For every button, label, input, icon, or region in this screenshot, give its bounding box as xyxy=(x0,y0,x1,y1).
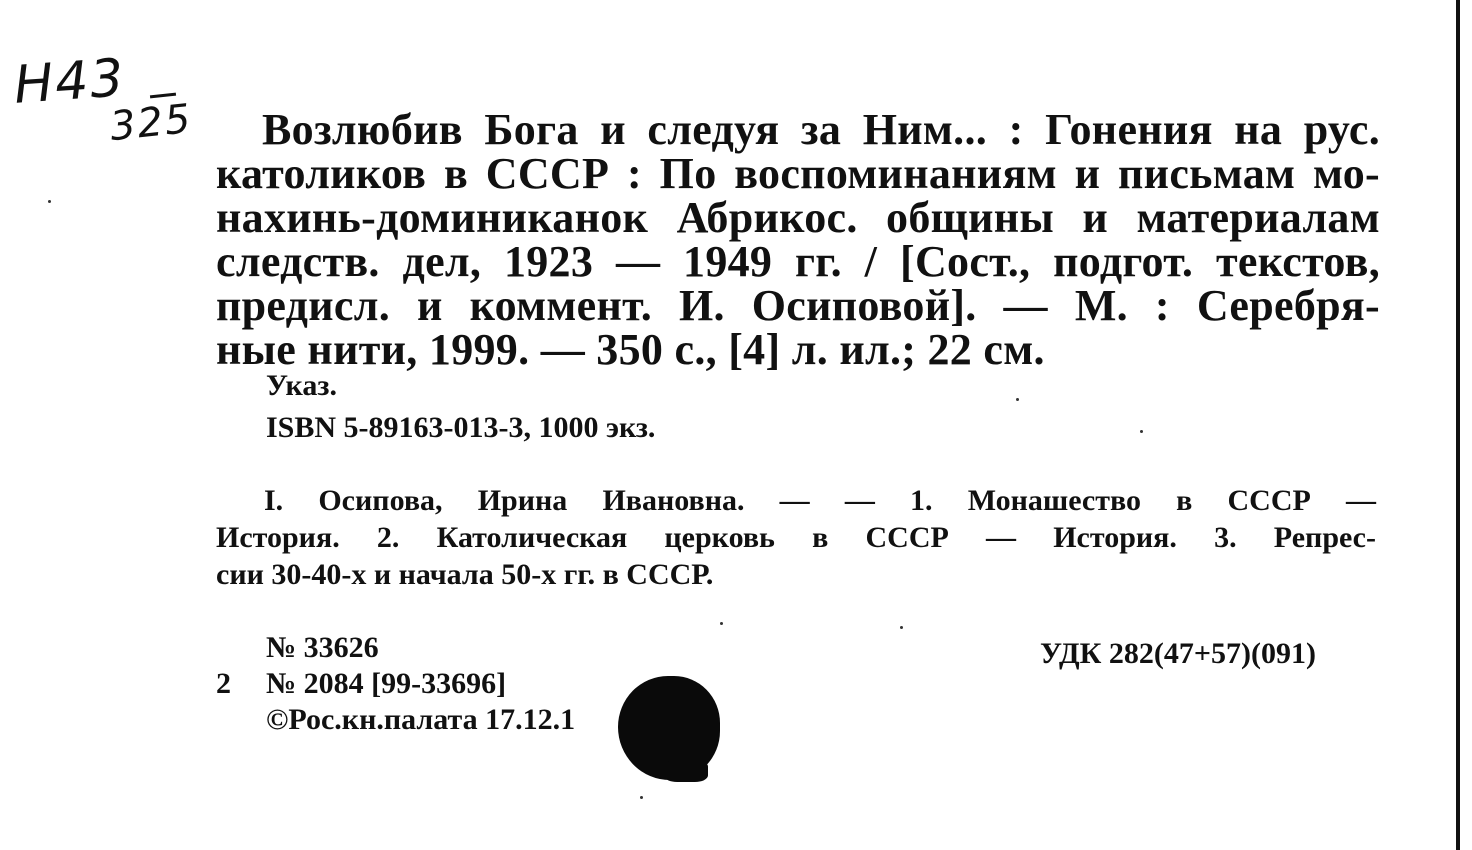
handwritten-shelfmark-line1: Н43 xyxy=(12,48,128,116)
description-line: католиков в СССР : По воспоминаниям и письмам мо- xyxy=(216,149,1380,198)
paper-speck xyxy=(1140,430,1143,433)
index-note: Указ. xyxy=(266,369,337,402)
copyright-text: ©Рос.кн.палата 17.12.1 xyxy=(266,703,576,736)
copyright-line xyxy=(266,702,678,738)
bibliographic-description xyxy=(216,105,1380,374)
subject-line: История. 2. Католическая церковь в СССР — История. 3. Репрес- xyxy=(216,521,1376,554)
description-line: Возлюбив Бога и следуя за Ним... : Гонения на рус. xyxy=(262,105,1380,154)
card-edge xyxy=(1456,0,1460,850)
paper-speck xyxy=(1016,398,1019,401)
paper-speck xyxy=(720,622,723,625)
isbn-note: ISBN 5-89163-013-3, 1000 экз. xyxy=(266,411,656,444)
handwritten-shelfmark-line2: 325 xyxy=(107,95,195,151)
subject-line: I. Осипова, Ирина Ивановна. — — 1. Монашество в СССР — xyxy=(264,484,1376,517)
paper-speck xyxy=(900,626,903,629)
copy-count: 2 xyxy=(216,667,231,700)
udk-classification: УДК 282(47+57)(091) xyxy=(1040,637,1316,670)
subject-line: сии 30-40-х и начала 50-х гг. в СССР. xyxy=(216,558,714,591)
subject-headings xyxy=(216,482,1376,593)
description-line: нахинь-доминиканок Абрикос. общины и материалам xyxy=(216,193,1380,242)
record-number-1: № 33626 xyxy=(266,631,379,664)
paper-speck xyxy=(48,200,51,203)
ink-blot-tail xyxy=(664,760,708,782)
description-line: предисл. и коммент. И. Осиповой]. — М. : Серебря- xyxy=(216,281,1380,330)
description-line: ные нити, 1999. — 350 с., [4] л. ил.; 22 см. xyxy=(216,325,1045,374)
record-number-2: № 2084 [99-33696] xyxy=(266,667,507,700)
paper-speck xyxy=(640,796,643,799)
description-line: следств. дел, 1923 — 1949 гг. / [Сост., подгот. текстов, xyxy=(216,237,1380,286)
